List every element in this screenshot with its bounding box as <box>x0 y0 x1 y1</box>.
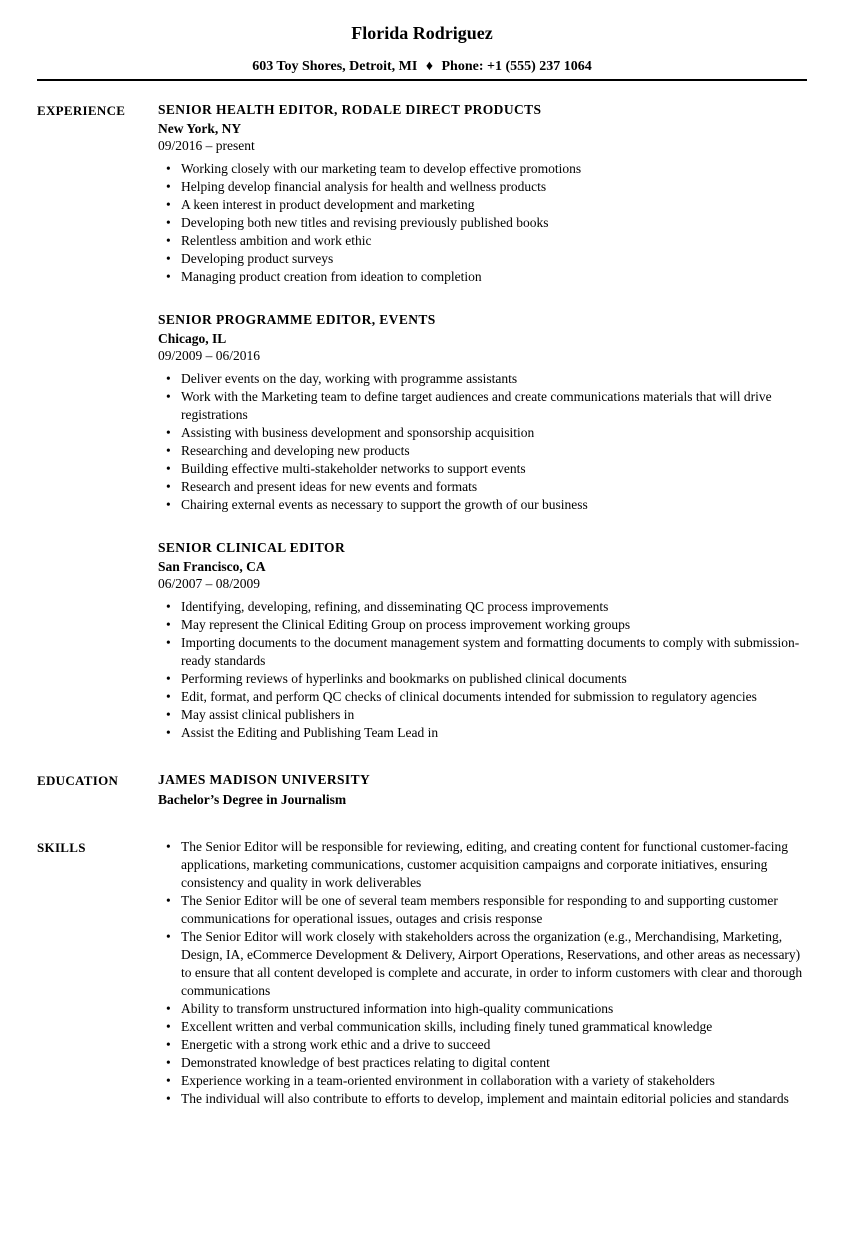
contact-address: 603 Toy Shores, Detroit, MI <box>252 59 418 74</box>
job-title: SENIOR PROGRAMME EDITOR, EVENTS <box>158 312 436 327</box>
education-section <box>37 771 807 809</box>
bullet-item: • Helping develop financial analysis for health and wellness products <box>158 178 807 196</box>
section-label-education: EDUCATION <box>37 773 119 788</box>
bullet-item: • Demonstrated knowledge of best practices relating to digital content <box>158 1054 807 1072</box>
bullet-item: • Identifying, developing, refining, and disseminating QC process improvements <box>158 598 807 616</box>
skills-content <box>158 838 807 1108</box>
bullet-item: • Work with the Marketing team to define target audiences and create communications materials that will drive registrations <box>158 388 807 424</box>
bullet-item: • Developing product surveys <box>158 250 807 268</box>
contact-phone: Phone: +1 (555) 237 1064 <box>441 59 592 74</box>
diamond-separator-icon: ♦ <box>425 59 433 74</box>
bullet-item: • The Senior Editor will be one of several team members responsible for responding to and supporting customer communications for operational issues, outages and crisis response <box>158 892 807 928</box>
bullet-item: • Building effective multi-stakeholder networks to support events <box>158 460 807 478</box>
job-location: New York, NY <box>158 121 242 136</box>
job-entry <box>158 539 807 742</box>
bullet-item: • Edit, format, and perform QC checks of clinical documents intended for submission to regulatory agencies <box>158 688 807 706</box>
resume-header <box>37 22 807 81</box>
skills-bullets <box>158 838 807 1108</box>
experience-section <box>37 101 807 742</box>
job-location: San Francisco, CA <box>158 559 266 574</box>
bullet-item: • Researching and developing new products <box>158 442 807 460</box>
job-bullets <box>158 370 807 514</box>
job-title: SENIOR HEALTH EDITOR, RODALE DIRECT PRODUCTS <box>158 102 542 117</box>
bullet-item: • Importing documents to the document management system and formatting documents to comply with submission-ready standards <box>158 634 807 670</box>
job-bullets <box>158 598 807 742</box>
bullet-item: • Managing product creation from ideation to completion <box>158 268 807 286</box>
section-label-skills: SKILLS <box>37 840 86 855</box>
bullet-item: • The individual will also contribute to efforts to develop, implement and maintain editorial policies and standards <box>158 1090 807 1108</box>
header-divider <box>37 79 807 81</box>
job-location: Chicago, IL <box>158 331 227 346</box>
contact-line <box>37 58 807 75</box>
education-degree: Bachelor’s Degree in Journalism <box>158 792 347 807</box>
bullet-item: • Performing reviews of hyperlinks and bookmarks on published clinical documents <box>158 670 807 688</box>
bullet-item: • Relentless ambition and work ethic <box>158 232 807 250</box>
job-dates: 06/2007 – 08/2009 <box>158 576 261 591</box>
bullet-item: • A keen interest in product development and marketing <box>158 196 807 214</box>
bullet-item: • Experience working in a team-oriented environment in collaboration with a variety of stakeholders <box>158 1072 807 1090</box>
experience-content <box>158 101 807 742</box>
bullet-item: • May assist clinical publishers in <box>158 706 807 724</box>
job-dates: 09/2009 – 06/2016 <box>158 348 261 363</box>
job-entry <box>158 101 807 286</box>
bullet-item: • The Senior Editor will be responsible for reviewing, editing, and creating content for functional customer-facing applications, marketing communications, customer acquisition campaigns and corporate initiatives, ensuring consistency and quality in work deliverables <box>158 838 807 892</box>
bullet-item: • Research and present ideas for new events and formats <box>158 478 807 496</box>
bullet-item: • Ability to transform unstructured information into high-quality communications <box>158 1000 807 1018</box>
bullet-item: • The Senior Editor will work closely with stakeholders across the organization (e.g., Merchandising, Marketing, Design, IA, eCommerce Development & Delivery, Airport Operations, Reservations, and other areas as necessary) to ensure that all content developed is complete and accurate, in order to inform customers with clear and thorough communications <box>158 928 807 1000</box>
education-school: JAMES MADISON UNIVERSITY <box>158 772 371 787</box>
bullet-item: • Assist the Editing and Publishing Team Lead in <box>158 724 807 742</box>
education-content <box>158 771 807 809</box>
job-title: SENIOR CLINICAL EDITOR <box>158 540 346 555</box>
bullet-item: • Energetic with a strong work ethic and a drive to succeed <box>158 1036 807 1054</box>
person-name: Florida Rodriguez <box>351 23 493 43</box>
bullet-item: • Developing both new titles and revising previously published books <box>158 214 807 232</box>
bullet-item: • Deliver events on the day, working with programme assistants <box>158 370 807 388</box>
section-label-experience: EXPERIENCE <box>37 103 126 118</box>
job-bullets <box>158 160 807 286</box>
bullet-item: • May represent the Clinical Editing Group on process improvement working groups <box>158 616 807 634</box>
job-entry <box>158 311 807 514</box>
job-dates: 09/2016 – present <box>158 138 255 153</box>
skills-section <box>37 838 807 1108</box>
bullet-item: • Assisting with business development and sponsorship acquisition <box>158 424 807 442</box>
bullet-item: • Chairing external events as necessary to support the growth of our business <box>158 496 807 514</box>
bullet-item: • Working closely with our marketing team to develop effective promotions <box>158 160 807 178</box>
bullet-item: • Excellent written and verbal communication skills, including finely tuned grammatical knowledge <box>158 1018 807 1036</box>
